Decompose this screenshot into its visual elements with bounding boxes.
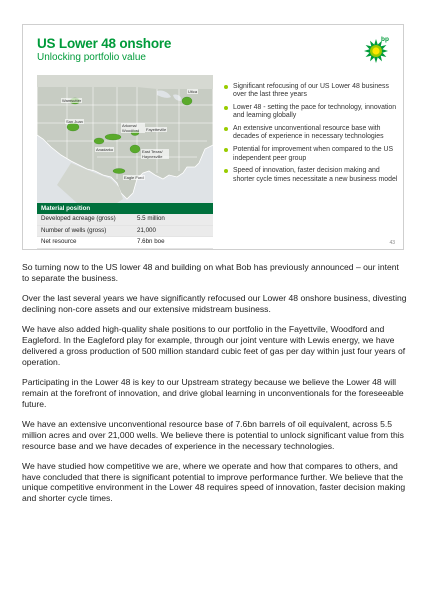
bullet-text: Significant refocusing of our US Lower 48 business over the last three years xyxy=(233,83,389,99)
map-label-anadarko: Anadarko xyxy=(96,147,114,152)
slide-subtitle: Unlocking portfolio value xyxy=(37,52,146,63)
table-row xyxy=(37,237,213,249)
table-cell-label: Number of wells (gross) xyxy=(41,226,107,234)
bullet-text: Speed of innovation, faster decision making and shorter cycle times necessitate a new business model xyxy=(233,167,398,183)
table-row xyxy=(37,226,213,238)
table-cell-value: 21,000 xyxy=(137,226,156,234)
bullet-dot-icon xyxy=(224,148,228,152)
map-label-utica: Utica xyxy=(188,89,198,94)
slide-bullet-list xyxy=(223,83,399,188)
bullet-dot-icon xyxy=(224,169,228,173)
bullet-item xyxy=(223,146,399,163)
bullet-dot-icon xyxy=(224,85,228,89)
table-cell-label: Developed acreage (gross) xyxy=(41,215,116,222)
bullet-dot-icon xyxy=(224,106,228,110)
body-paragraph: Participating in the Lower 48 is key to our Upstream strategy because we believe the Lower 48 will remain at the forefront of innovation, and drive global learning in unconventionals for the foreseeable future. xyxy=(22,376,404,409)
body-paragraph: Over the last several years we have significantly refocused our Lower 48 onshore business, divesting declining non-core assets and our extensive midstream business. xyxy=(22,293,407,314)
map-label-east-texas: East Texas/ Haynesville xyxy=(141,149,169,159)
body-paragraph: So turning now to the US lower 48 and building on what Bob has previously announced – our intent to separate the business. xyxy=(22,262,399,283)
speaker-notes xyxy=(22,262,407,513)
bullet-item xyxy=(223,83,399,100)
slide-title: US Lower 48 onshore xyxy=(37,36,172,51)
bullet-text: An extensive unconventional resource base with decades of experience in necessary technologies xyxy=(233,125,384,141)
us-map xyxy=(37,75,213,203)
map-label-san-juan: San Juan xyxy=(66,119,83,124)
table-cell-label: Net resource xyxy=(41,238,77,245)
map-graphic xyxy=(37,75,213,203)
table-row xyxy=(37,214,213,226)
bullet-item xyxy=(223,125,399,142)
logo-wordmark: bp xyxy=(381,36,389,43)
map-label-wamsutter: Wamsutter xyxy=(62,98,82,103)
bullet-item xyxy=(223,104,399,121)
body-paragraph: We have studied how competitive we are, where we operate and how that compares to others, and have concluded that there is significant potential to improve performance further. We believe that the unique competitive environment in the Lower 48 requires speed of innovation, faster decision making and shorter cycle times. xyxy=(22,460,406,504)
table-cell-value: 5.5 million xyxy=(137,215,165,222)
map-label-fayetteville: Fayetteville xyxy=(146,127,167,132)
bullet-dot-icon xyxy=(224,127,228,131)
material-position-table xyxy=(37,203,213,249)
body-paragraph: We have also added high-quality shale positions to our portfolio in the Fayettvile, Woodford and Eagleford. In the Eagleford play for example, through our joint venture with Lewis energy, we have delivered a gross production of 500 million standard cubic feet of gas per day within just four years of operation. xyxy=(22,324,406,367)
map-label-eagle-ford: Eagle Ford xyxy=(124,175,144,180)
bp-logo-icon xyxy=(361,33,391,65)
table-cell-value: 7.6bn boe xyxy=(137,238,165,245)
presentation-slide xyxy=(22,24,404,250)
table-header: Material position xyxy=(37,203,213,214)
map-label-arkoma-woodford: Arkoma/ Woodford xyxy=(121,123,145,133)
bullet-text: Potential for improvement when compared to the US independent peer group xyxy=(233,146,394,162)
bullet-item xyxy=(223,167,399,184)
page-number: 43 xyxy=(389,240,395,246)
body-paragraph: We have an extensive unconventional resource base of 7.6bn barrels of oil equivalent, across 5.5 million acres and over 21,000 wells. We believe there is potential to unlock significant value from this resource base and we have decades of experience in the necessary technologies. xyxy=(22,418,404,451)
bullet-text: Lower 48 - setting the pace for technology, innovation and learning globally xyxy=(233,104,397,120)
